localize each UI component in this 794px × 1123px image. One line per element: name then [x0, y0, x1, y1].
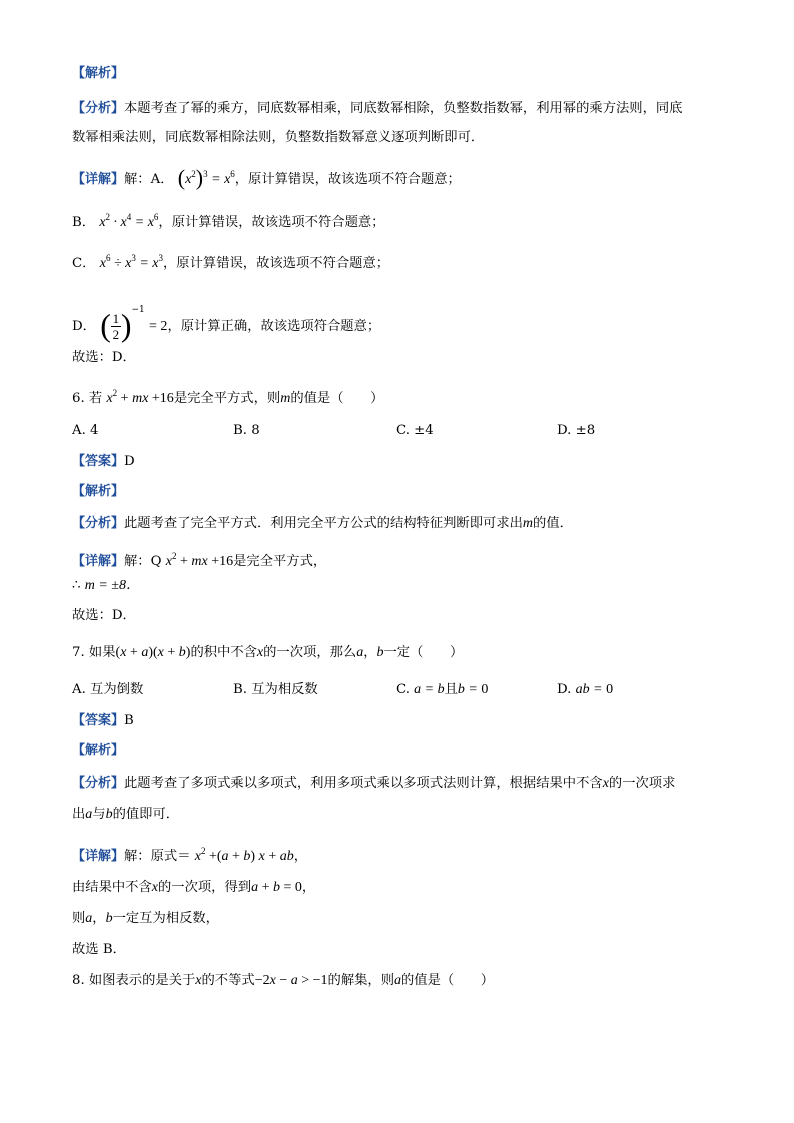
analysis-line-2: 数幂相乘法则，同底数幂相除法则，负整数指数幂意义逐项判断即可． — [72, 130, 485, 145]
q7-detail: 【详解】解：原式＝ $x^2 +(a + b) x$ + ab， — [72, 846, 308, 864]
q6-option-d: D. ±8 — [557, 423, 596, 438]
q6-analysis-tag: 【解析】 — [72, 484, 125, 499]
q7-answer: 【答案】B — [72, 713, 134, 728]
q6-analysis: 【分析】此题考查了完全平方式．利用完全平方公式的结构特征判断即可求出m的值． — [72, 516, 573, 531]
q7-analysis-line-1: 【分析】此题考查了多项式乘以多项式，利用多项式乘以多项式法则计算，根据结果中不含x的一次项求 — [72, 776, 676, 791]
q7-option-d: D. ab = 0 — [557, 682, 614, 697]
q6-choose: 故选：D． — [72, 608, 136, 623]
q7-line-a: 由结果中不含x的一次项，得到a + b = 0， — [72, 880, 316, 895]
q7-option-b: B. 互为相反数 — [233, 682, 318, 697]
analysis-tag: 【解析】 — [72, 66, 125, 81]
detail-b: B． $x^2 \cdot x^4 = x^6$，原计算错误，故该选项不符合题意； — [72, 212, 385, 230]
fenxi-tag: 【分析】 — [72, 101, 125, 116]
q6-stem: 6. 若 $x^2$ + mx +16是完全平方式，则m的值是（ ） — [72, 388, 384, 406]
q8-stem: 8. 如图表示的是关于x的不等式−2x − a > −1的解集，则a的值是（ ） — [72, 973, 495, 988]
q6-result: ∴ m = ±8． — [72, 578, 140, 593]
detail-d: D． ( $\frac{1}{2}$ )$^{-1}$ = 2，原计算正确，故该选项符合题意； — [72, 305, 381, 343]
detail-c: C． $x^6 \div x^3 = x^3$，原计算错误，故该选项不符合题意； — [72, 253, 390, 271]
q7-option-a: A. 互为倒数 — [72, 682, 144, 697]
xiangjie-tag: 【详解】 — [72, 172, 125, 187]
q7-choose: 故选 B． — [72, 942, 126, 957]
q6-option-b: B. 8 — [233, 423, 260, 438]
q7-analysis-line-2: 出a与b的值即可． — [72, 807, 180, 822]
q6-option-c: C. ±4 — [396, 423, 434, 438]
q6-option-a: A. 4 — [72, 423, 99, 438]
analysis-line-1: 【分析】本题考查了幂的乘方，同底数幂相乘，同底数幂相除，负整数指数幂，利用幂的乘方法则，同底 — [72, 101, 683, 116]
q7-stem: 7. 如果(x + a)(x + b)的积中不含x的一次项，那么a，b一定（ ） — [72, 645, 464, 660]
q6-detail: 【详解】解：Q $x^2$ + mx +16是完全平方式， — [72, 551, 327, 569]
detail-a: 【详解】解：A． $(x^2)^3 = x^6$，原计算错误，故该选项不符合题意； — [72, 165, 461, 190]
q7-option-c: C. a = b且b = 0 — [396, 682, 489, 697]
q6-answer: 【答案】D — [72, 454, 135, 469]
q7-analysis-tag: 【解析】 — [72, 743, 125, 758]
q7-line-b: 则a，b一定互为相反数， — [72, 911, 219, 926]
choose-5: 故选：D． — [72, 350, 136, 365]
